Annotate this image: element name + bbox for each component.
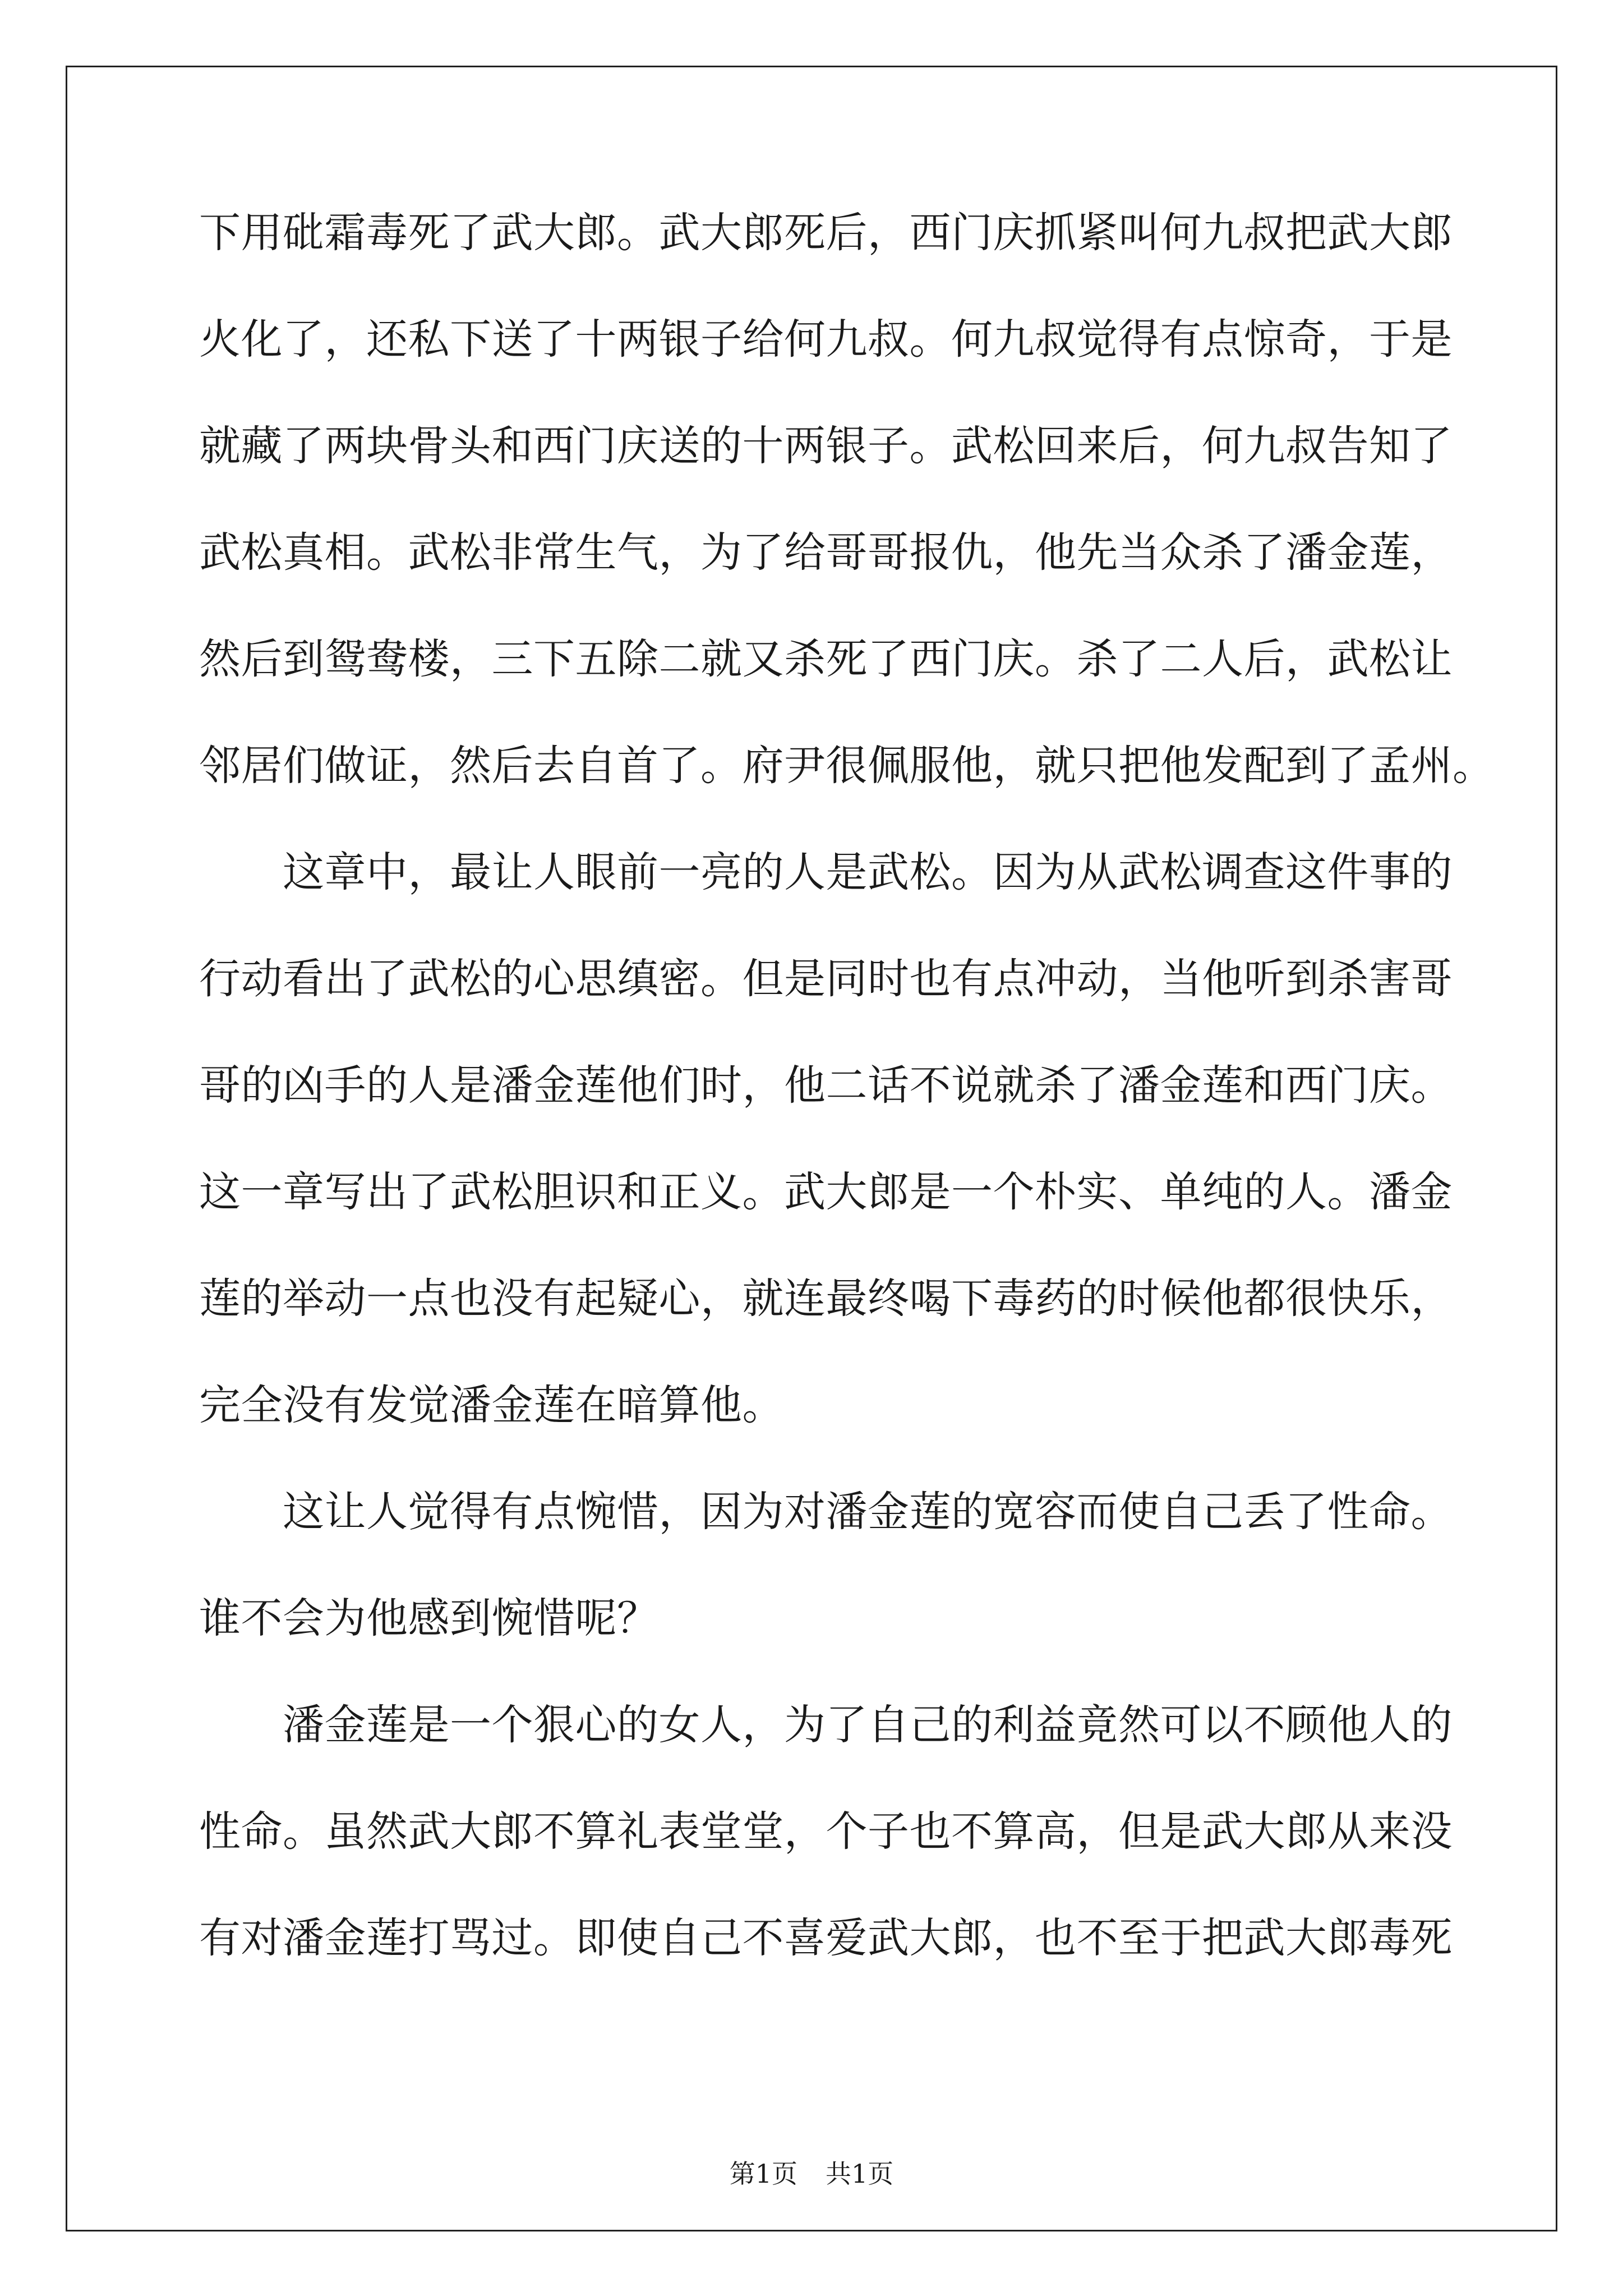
text-line: 下用砒霜毒死了武大郎。武大郎死后，西门庆抓紧叫何九叔把武大郎	[199, 209, 1453, 257]
text-line: 这让人觉得有点惋惜，因为对潘金莲的宽容而使自己丢了性命。	[199, 1488, 1453, 1536]
text-line: 谁不会为他感到惋惜呢？	[199, 1594, 659, 1642]
text-line: 然后到鸳鸯楼，三下五除二就又杀死了西门庆。杀了二人后，武松让	[199, 635, 1453, 683]
text-line: 邻居们做证，然后去自首了。府尹很佩服他，就只把他发配到了孟州。	[199, 742, 1495, 790]
page-footer	[0, 2157, 1623, 2191]
document-body	[199, 180, 1495, 1991]
text-line: 有对潘金莲打骂过。即使自己不喜爱武大郎，也不至于把武大郎毒死	[199, 1914, 1453, 1962]
text-line: 火化了，还私下送了十两银子给何九叔。何九叔觉得有点惊奇，于是	[199, 315, 1453, 364]
page-number-total: 共1页	[826, 2159, 894, 2189]
text-line: 这一章写出了武松胆识和正义。武大郎是一个朴实、单纯的人。潘金	[199, 1168, 1453, 1216]
text-line: 完全没有发觉潘金莲在暗算他。	[199, 1381, 784, 1429]
text-line: 性命。虽然武大郎不算礼表堂堂，个子也不算高，但是武大郎从来没	[199, 1807, 1453, 1856]
text-line: 行动看出了武松的心思缜密。但是同时也有点冲动，当他听到杀害哥	[199, 955, 1453, 1003]
text-line: 就藏了两块骨头和西门庆送的十两银子。武松回来后，何九叔告知了	[199, 422, 1453, 470]
text-line: 哥的凶手的人是潘金莲他们时，他二话不说就杀了潘金莲和西门庆。	[199, 1061, 1453, 1110]
text-line: 莲的举动一点也没有起疑心，就连最终喝下毒药的时候他都很快乐，	[199, 1274, 1453, 1323]
text-line: 这章中，最让人眼前一亮的人是武松。因为从武松调查这件事的	[199, 848, 1453, 896]
page-number-current: 第1页	[729, 2159, 797, 2189]
text-line: 武松真相。武松非常生气，为了给哥哥报仇，他先当众杀了潘金莲，	[199, 528, 1453, 577]
text-line: 潘金莲是一个狠心的女人，为了自己的利益竟然可以不顾他人的	[199, 1701, 1453, 1749]
